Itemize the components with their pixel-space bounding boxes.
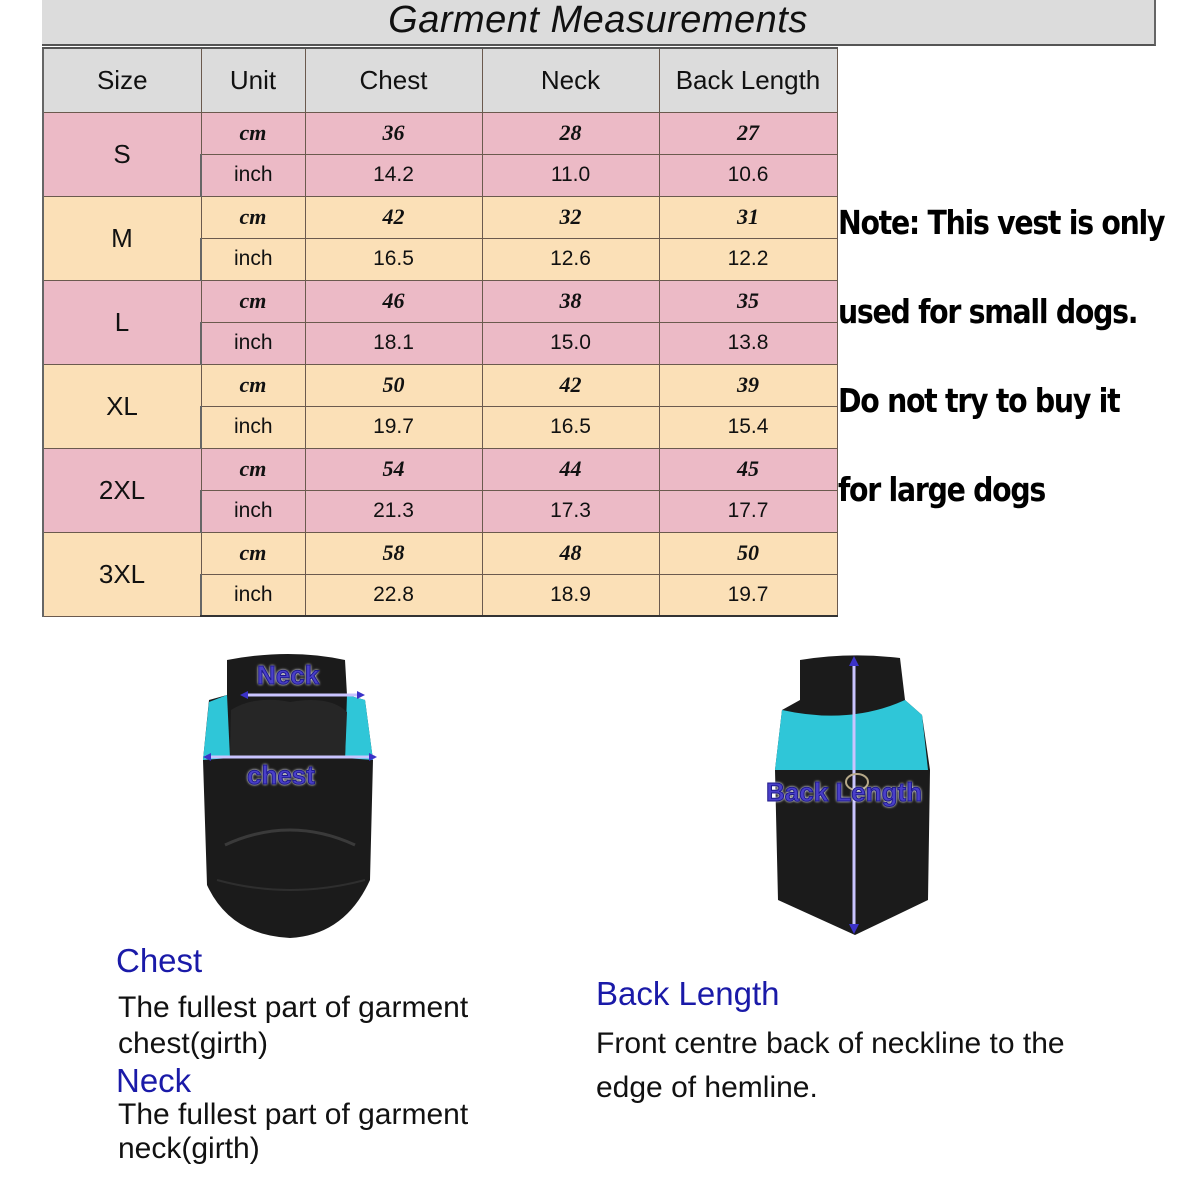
- unit-cell: cm: [201, 196, 305, 238]
- chest-cell: 19.7: [305, 406, 482, 448]
- neck-measure-label: Neck: [257, 660, 320, 690]
- title-bar: [42, 0, 1156, 46]
- size-chart-table: [42, 47, 838, 617]
- table-row: [43, 280, 837, 322]
- unit-cell: cm: [201, 364, 305, 406]
- unit-cell: inch: [201, 238, 305, 280]
- table-row: [43, 196, 837, 238]
- definition-line: The fullest part of garment: [118, 1098, 469, 1131]
- note-line: used for small dogs.: [838, 292, 1138, 331]
- neck-cell: 18.9: [482, 574, 659, 616]
- definition-line: neck(girth): [118, 1132, 260, 1165]
- neck-cell: 11.0: [482, 154, 659, 196]
- size-cell: 2XL: [43, 448, 201, 532]
- unit-cell: inch: [201, 154, 305, 196]
- back-length-cell: 19.7: [659, 574, 837, 616]
- neck-cell: 38: [482, 280, 659, 322]
- header-neck: Neck: [482, 48, 659, 112]
- back-length-definition-text: [596, 1022, 1065, 1110]
- chest-measure-label: chest: [247, 760, 315, 790]
- definition-line: chest(girth): [118, 1027, 269, 1060]
- header-chest: Chest: [305, 48, 482, 112]
- note-line: Do not try to buy it: [838, 381, 1120, 420]
- back-length-cell: 17.7: [659, 490, 837, 532]
- neck-definition-heading: Neck: [116, 1062, 192, 1099]
- chest-cell: 42: [305, 196, 482, 238]
- chest-cell: 14.2: [305, 154, 482, 196]
- chest-definition-text: [118, 990, 468, 1062]
- neck-cell: 42: [482, 364, 659, 406]
- neck-cell: 44: [482, 448, 659, 490]
- chest-cell: 46: [305, 280, 482, 322]
- back-length-cell: 45: [659, 448, 837, 490]
- table-row: [43, 448, 837, 490]
- header-back-length: Back Length: [659, 48, 837, 112]
- definition-line: Front centre back of neckline to the: [596, 1027, 1065, 1060]
- chest-cell: 54: [305, 448, 482, 490]
- back-length-cell: 35: [659, 280, 837, 322]
- back-length-cell: 39: [659, 364, 837, 406]
- size-cell: XL: [43, 364, 201, 448]
- neck-cell: 48: [482, 532, 659, 574]
- chest-cell: 21.3: [305, 490, 482, 532]
- chest-cell: 58: [305, 532, 482, 574]
- back-length-cell: 12.2: [659, 238, 837, 280]
- neck-cell: 17.3: [482, 490, 659, 532]
- back-length-definition-heading: Back Length: [596, 975, 780, 1012]
- vest-side-view-diagram: [760, 650, 950, 940]
- note-line: for large dogs: [838, 470, 1046, 509]
- vest-back-view-diagram: [195, 650, 395, 940]
- chest-cell: 16.5: [305, 238, 482, 280]
- back-length-cell: 27: [659, 112, 837, 154]
- size-cell: S: [43, 112, 201, 196]
- header-size: Size: [43, 48, 201, 112]
- neck-definition-text: [118, 1098, 468, 1166]
- back-length-cell: 10.6: [659, 154, 837, 196]
- chest-cell: 36: [305, 112, 482, 154]
- back-length-cell: 50: [659, 532, 837, 574]
- size-cell: M: [43, 196, 201, 280]
- chart-title: Garment Measurements: [388, 0, 808, 41]
- back-length-cell: 13.8: [659, 322, 837, 364]
- vest-back-illustration: [195, 650, 395, 940]
- unit-cell: inch: [201, 406, 305, 448]
- neck-cell: 15.0: [482, 322, 659, 364]
- neck-cell: 32: [482, 196, 659, 238]
- unit-cell: cm: [201, 448, 305, 490]
- back-length-cell: 31: [659, 196, 837, 238]
- back-length-measure-label: Back Length: [766, 777, 923, 807]
- unit-cell: inch: [201, 574, 305, 616]
- back-length-cell: 15.4: [659, 406, 837, 448]
- table-header-row: [43, 48, 837, 112]
- unit-cell: inch: [201, 490, 305, 532]
- definition-line: edge of hemline.: [596, 1071, 818, 1104]
- note-line: Note: This vest is only: [838, 203, 1165, 242]
- unit-cell: cm: [201, 532, 305, 574]
- chest-cell: 50: [305, 364, 482, 406]
- table-row: [43, 112, 837, 154]
- size-cell: 3XL: [43, 532, 201, 616]
- unit-cell: cm: [201, 112, 305, 154]
- definition-line: The fullest part of garment: [118, 991, 469, 1024]
- chest-definition-heading: Chest: [116, 942, 203, 979]
- chest-cell: 22.8: [305, 574, 482, 616]
- unit-cell: cm: [201, 280, 305, 322]
- unit-cell: inch: [201, 322, 305, 364]
- neck-cell: 28: [482, 112, 659, 154]
- table-row: [43, 364, 837, 406]
- header-unit: Unit: [201, 48, 305, 112]
- size-cell: L: [43, 280, 201, 364]
- table-row: [43, 532, 837, 574]
- neck-cell: 12.6: [482, 238, 659, 280]
- neck-cell: 16.5: [482, 406, 659, 448]
- size-note: [838, 190, 1198, 546]
- chest-cell: 18.1: [305, 322, 482, 364]
